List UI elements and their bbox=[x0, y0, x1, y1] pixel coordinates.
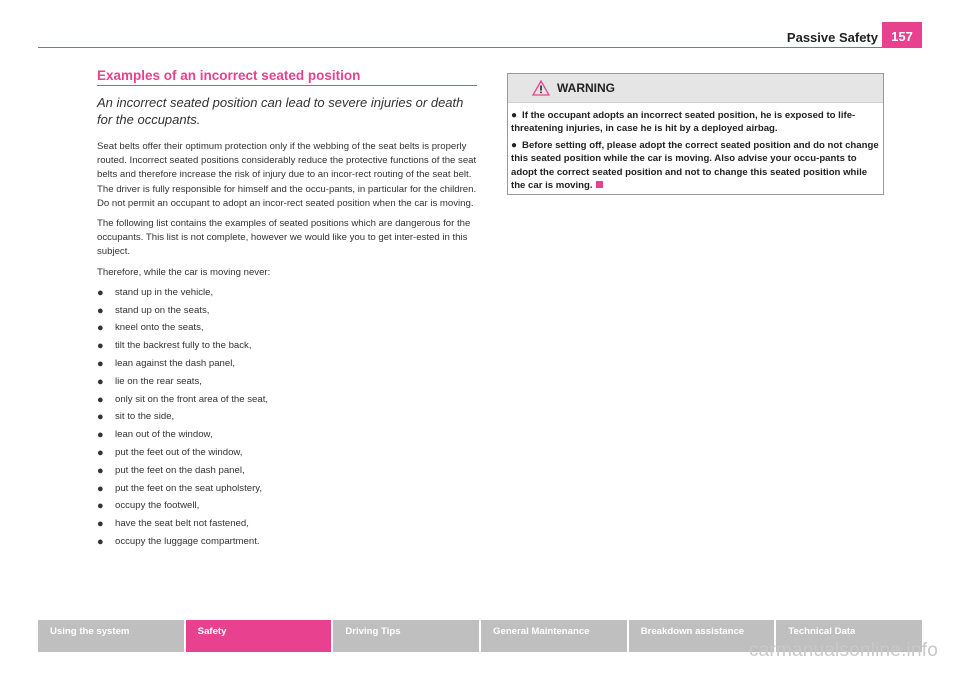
bullet-icon: ● bbox=[97, 340, 104, 353]
warning-body bbox=[508, 103, 883, 192]
section-subtitle: An incorrect seated position can lead to severe injuries or death for the occupants. bbox=[97, 95, 464, 127]
body-paragraph: Seat belts offer their optimum protection only if the webbing of the seat belts is properly routed. Incorrect seated positions considerably reduce the protective functions of the seat belts and therefore increase the risk of injury due to an incor-rect routing of the seat belt. The driver is fully responsible for himself and the occu-pants, in particular for the children. Do not permit an occupant to adopt an incor-rect seated position when the car is moving. bbox=[97, 141, 477, 209]
list-item: ● sit to the side, bbox=[97, 411, 175, 424]
header-rule bbox=[38, 47, 922, 48]
bullet-icon: ● bbox=[97, 518, 104, 531]
bullet-icon: ● bbox=[97, 500, 104, 513]
section-title: Examples of an incorrect seated position bbox=[97, 68, 477, 86]
warning-title: WARNING bbox=[557, 81, 615, 95]
warning-item: ● If the occupant adopts an incorrect seated position, he is exposed to life-threatening injuries, in case he is hit by a deployed airbag. bbox=[511, 110, 856, 135]
list-item: ● occupy the footwell, bbox=[97, 500, 200, 513]
bullet-icon: ● bbox=[97, 375, 104, 388]
list-item: ● stand up on the seats, bbox=[97, 304, 210, 317]
bullet-icon: ● bbox=[97, 411, 104, 424]
bullet-icon: ● bbox=[97, 447, 104, 459]
list-item: ● occupy the luggage compartment. bbox=[97, 535, 260, 548]
list-item: ● lean against the dash panel, bbox=[97, 358, 236, 371]
bullet-icon: ● bbox=[511, 139, 518, 151]
body-paragraph: The following list contains the examples of seated positions which are dangerous for the occupants. This list is not complete, however we would like you to get inter-ested in this subject. bbox=[97, 218, 471, 258]
tab-breakdown-assistance[interactable]: Breakdown assistance bbox=[629, 620, 775, 652]
bullet-icon: ● bbox=[97, 464, 104, 477]
page-number-badge: 157 bbox=[882, 22, 922, 48]
warning-box bbox=[507, 73, 884, 195]
bullet-icon: ● bbox=[97, 393, 104, 406]
warning-item: ● Before setting off, please adopt the correct seated position and do not change this seated position while the car is moving. Also advise your occu-pants to adopt the correct seated position and not to change this seated position while the car is moving. bbox=[511, 139, 879, 192]
tab-driving-tips[interactable]: Driving Tips bbox=[333, 620, 479, 652]
bullet-icon: ● bbox=[511, 110, 518, 121]
bullet-icon: ● bbox=[97, 358, 104, 371]
main-column bbox=[97, 68, 477, 553]
list-item: ● stand up in the vehicle, bbox=[97, 286, 214, 299]
list-item: ● put the feet out of the window, bbox=[97, 447, 243, 459]
bullet-list bbox=[97, 286, 477, 549]
list-item: ● tilt the backrest fully to the back, bbox=[97, 340, 252, 353]
bullet-icon: ● bbox=[97, 535, 104, 548]
tab-safety[interactable]: Safety bbox=[186, 620, 332, 652]
list-item: ● lean out of the window, bbox=[97, 429, 213, 442]
end-of-section-icon bbox=[596, 181, 603, 188]
list-item: ● only sit on the front area of the seat, bbox=[97, 393, 269, 406]
tab-technical-data[interactable]: Technical Data bbox=[776, 620, 922, 652]
warning-triangle-icon bbox=[532, 80, 550, 96]
bullet-icon: ● bbox=[97, 482, 104, 495]
warning-header bbox=[508, 74, 883, 103]
page-header-title: Passive Safety bbox=[786, 30, 878, 45]
bullet-icon: ● bbox=[97, 322, 104, 335]
list-item: ● have the seat belt not fastened, bbox=[97, 518, 249, 531]
watermark: carmanualsonline.info bbox=[748, 640, 938, 661]
body-paragraph: Therefore, while the car is moving never: bbox=[97, 266, 271, 278]
tab-using-the-system[interactable]: Using the system bbox=[38, 620, 184, 652]
list-item: ● lie on the rear seats, bbox=[97, 375, 202, 388]
bullet-icon: ● bbox=[97, 304, 104, 317]
bullet-icon: ● bbox=[97, 286, 104, 299]
tab-general-maintenance[interactable]: General Maintenance bbox=[481, 620, 627, 652]
bullet-icon: ● bbox=[97, 429, 104, 442]
list-item: ● kneel onto the seats, bbox=[97, 322, 204, 335]
list-item: ● put the feet on the seat upholstery, bbox=[97, 482, 263, 495]
list-item: ● put the feet on the dash panel, bbox=[97, 464, 245, 477]
